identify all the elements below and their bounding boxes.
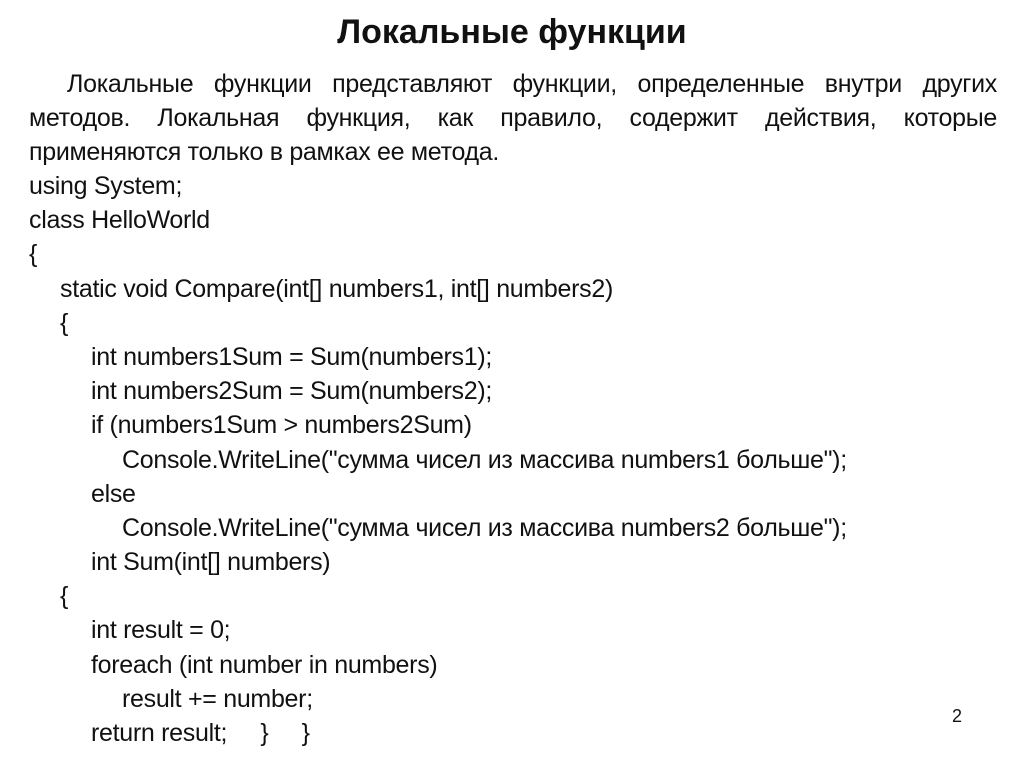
code-line: foreach (int number in numbers) xyxy=(91,650,438,679)
page-number: 2 xyxy=(952,706,963,726)
code-line: int Sum(int[] numbers) xyxy=(91,548,331,577)
code-line: int numbers2Sum = Sum(numbers2); xyxy=(91,377,492,406)
code-block xyxy=(29,169,847,750)
code-line: result += number; xyxy=(122,684,313,713)
intro-paragraph: Локальные функции представляют функции, определенные внутри других методов. Локальная функция, как правило, содержит действия, которые применяются только в рамках ее метода. xyxy=(29,70,997,167)
code-line: return result; } } xyxy=(91,719,310,747)
code-line: using System; xyxy=(29,172,183,200)
code-line: { xyxy=(60,308,69,337)
code-line: class HelloWorld xyxy=(29,206,210,235)
code-line: int numbers1Sum = Sum(numbers1); xyxy=(91,342,492,371)
slide-title: Локальные функции xyxy=(337,13,687,51)
code-line: Console.WriteLine("сумма чисел из массива numbers2 больше"); xyxy=(122,513,847,542)
code-line: if (numbers1Sum > numbers2Sum) xyxy=(91,411,472,440)
code-line: Console.WriteLine("сумма чисел из массива numbers1 больше"); xyxy=(122,445,847,474)
code-line: { xyxy=(60,582,69,611)
code-line: int result = 0; xyxy=(91,616,231,645)
code-line: static void Compare(int[] numbers1, int[] numbers2) xyxy=(60,274,613,303)
code-line: { xyxy=(29,240,38,269)
code-line: else xyxy=(91,479,136,508)
